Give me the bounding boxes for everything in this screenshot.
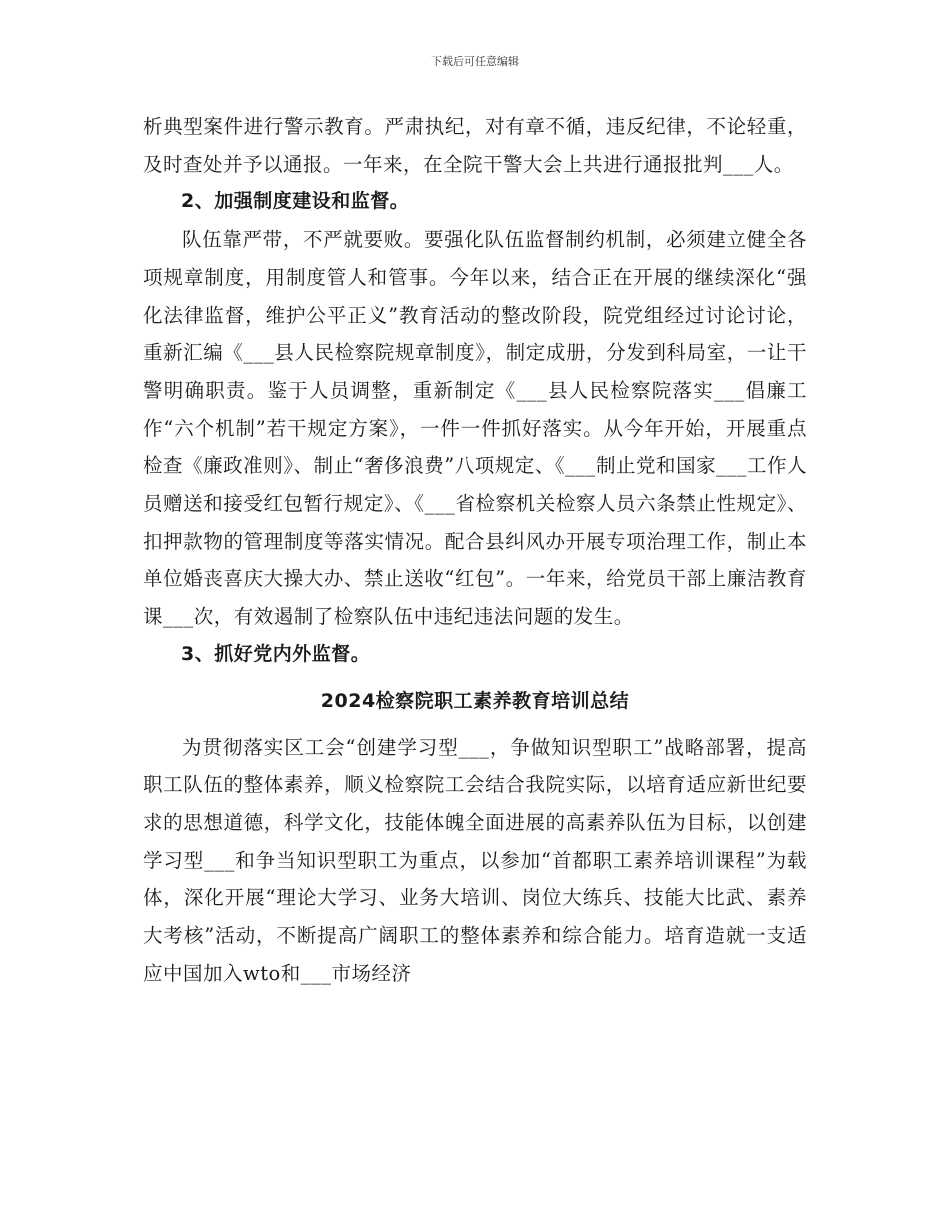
paragraph-warning-education: 析典型案件进行警示教育。严肃执纪，对有章不循，违反纪律，不论轻重，及时查处并予以通报。一年来，在全院干警大会上共进行通报批判___人。 — [143, 115, 807, 176]
paragraph-system-building: 队伍靠严带，不严就要败。要强化队伍监督制约机制，必须建立健全各项规章制度，用制度管人和管事。今年以来，结合正在开展的继续深化“强化法律监督，维护公平正义”教育活动的整改阶段，院党组经过讨论讨论，重新汇编《___县人民检察院规章制度》，制定成册，分发到科局室，一让干警明确职责。鉴于人员调整，重新制定《___县人民检察院落实___倡廉工作“六个机制”若干规定方案》，一件一件抓好落实。从今年开始，开展重点检查《廉政准则》、制止“奢侈浪费”八项规定、《___制止党和国家___工作人员赠送和接受红包暂行规定》、《___省检察机关检察人员六条禁止性规定》、扣押款物的管理制度等落实情况。配合县纠风办开展专项治理工作，制止本单位婚丧喜庆大操大办、禁止送收“红包”。一年来，给党员干部上廉洁教育课___次，有效遏制了检察队伍中违纪违法问题的发生。 — [143, 228, 807, 629]
paragraph-training-summary: 为贯彻落实区工会“创建学习型___，争做知识型职工”战略部署，提高职工队伍的整体素养，顺义检察院工会结合我院实际，以培育适应新世纪要求的思想道德，科学文化，技能体魄全面进展的高素养队伍为目标，以创建学习型___和争当知识型职工为重点，以参加“首都职工素养培训课程”为载体，深化开展“理论大学习、业务大培训、岗位大练兵、技能大比武、素养大考核”活动，不断提高广阔职工的整体素养和综合能力。培育造就一支适应中国加入wto和___市场经济 — [143, 735, 807, 985]
section-heading-2: 2、加强制度建设和监督。 — [181, 190, 410, 213]
document-title: 2024检察院职工素养教育培训总结 — [320, 689, 630, 712]
section-heading-3: 3、抓好党内外监督。 — [181, 642, 371, 665]
document-body — [143, 108, 807, 992]
page-header-note: 下载后可任意编辑 — [431, 55, 519, 68]
